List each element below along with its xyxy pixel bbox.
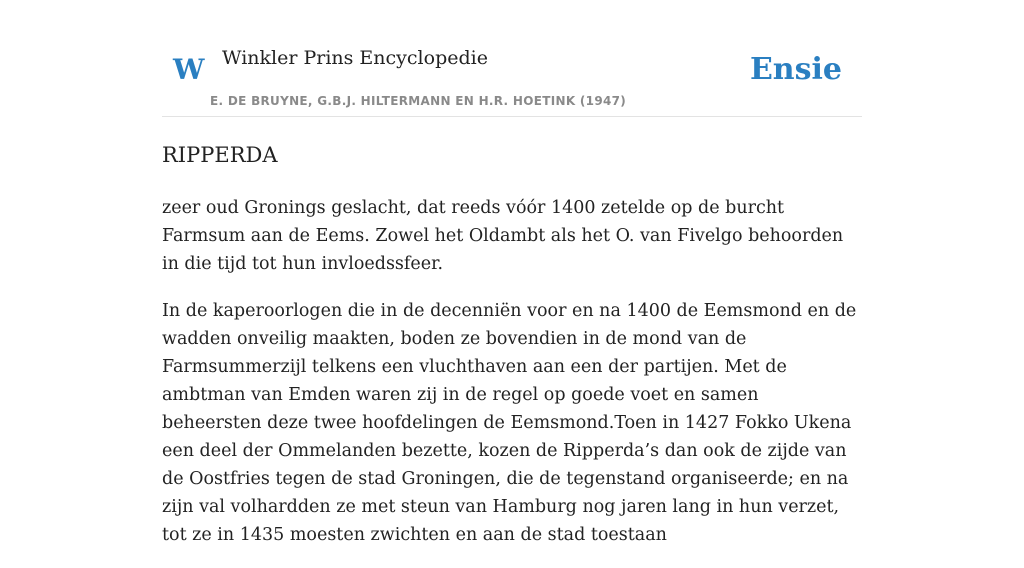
publication-authors: E. DE BRUYNE, G.B.J. HILTERMANN EN H.R. HOETINK (1947)	[210, 94, 627, 108]
article-paragraph: In de kaperoorlogen die in de decenniën voor en na 1400 de Eemsmond en de wadden onveilig maakten, boden ze bovendien in de mond van de Farmsummerzijl telkens een vluchthaven aan een der partijen. Met de ambtman van Emden waren zij in de regel op goede voet en samen beheersten deze twee hoofdelingen de Eemsmond.Toen in 1427 Fokko Ukena een deel der Ommelanden bezette, kozen de Ripperda’s dan ook de zijde van de Oostfries tegen de stad Groningen, die de tegenstand organiseerde; en na zijn val volhardden ze met steun van Hamburg nog jaren lang in hun verzet, tot ze in 1435 moesten zwichten en aan de stad toestaan	[162, 301, 857, 545]
article	[162, 138, 862, 568]
entry-title: RIPPERDA	[162, 143, 278, 167]
winkler-prins-logo[interactable]: W	[173, 53, 205, 86]
ensie-brand-logo[interactable]: Ensie	[749, 52, 842, 87]
article-paragraph: zeer oud Gronings geslacht, dat reeds vóór 1400 zetelde op de burcht Farmsum aan de Eems. Zowel het Oldambt als het O. van Fivelgo behoorden in die tijd tot hun invloedssfeer.	[162, 198, 844, 274]
site-header	[162, 0, 862, 117]
publication-title[interactable]: Winkler Prins Encyclopedie	[222, 47, 488, 69]
